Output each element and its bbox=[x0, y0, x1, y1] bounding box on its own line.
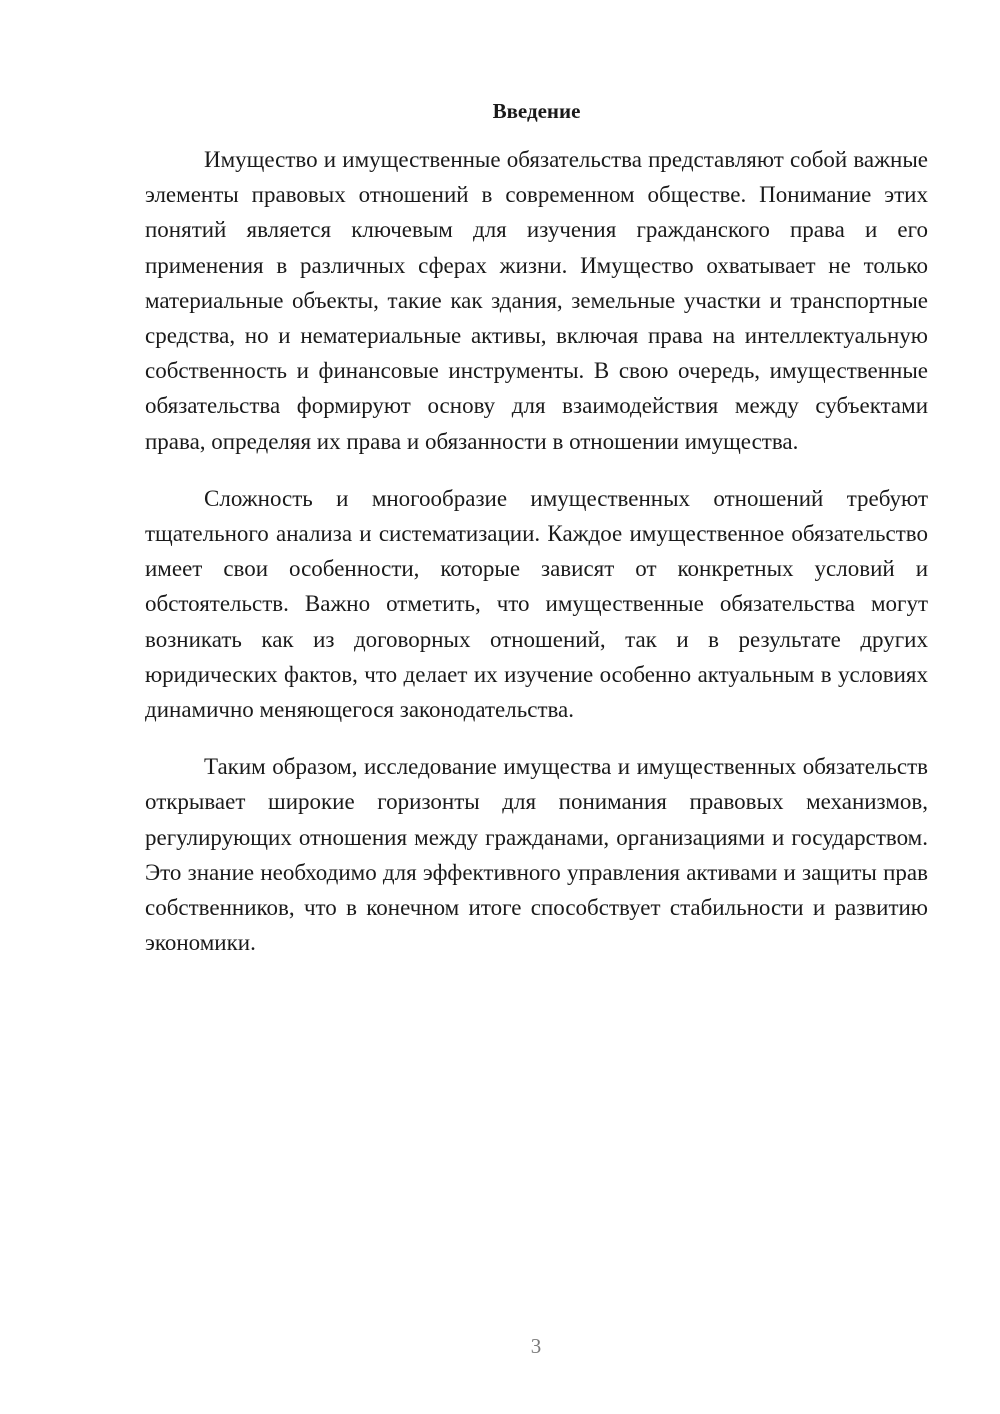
document-body bbox=[145, 142, 928, 982]
page-number: 3 bbox=[530, 1334, 542, 1358]
section-heading: Введение bbox=[492, 99, 581, 123]
paragraph-3: Таким образом, исследование имущества и имущественных обязательств открывает широкие горизонты для понимания правовых механизмов, регулирующих отношения между гражданами, организациями и государством. Это знание необходимо для эффективного управления активами и защиты прав собственников, что в конечном итоге способствует стабильности и развитию экономики. bbox=[145, 754, 928, 956]
paragraph-2: Сложность и многообразие имущественных отношений требуют тщательного анализа и систематизации. Каждое имущественное обязательство имеет свои особенности, которые зависят от конкретных условий и обстоятельств. Важно отметить, что имущественные обязательства могут возникать как из договорных отношений, так и в результате других юридических фактов, что делает их изучение особенно актуальным в условиях динамично меняющегося законодательства. bbox=[145, 485, 928, 723]
paragraph-1: Имущество и имущественные обязательства представляют собой важные элементы правовых отношений в современном обществе. Понимание этих понятий является ключевым для изучения гражданского права и его применения в различных сферах жизни. Имущество охватывает не только материальные объекты, такие как здания, земельные участки и транспортные средства, но и нематериальные активы, включая права на интеллектуальную собственность и финансовые инструменты. В свою очередь, имущественные обязательства формируют основу для взаимодействия между субъектами права, определяя их права и обязанности в отношении имущества. bbox=[145, 147, 928, 454]
